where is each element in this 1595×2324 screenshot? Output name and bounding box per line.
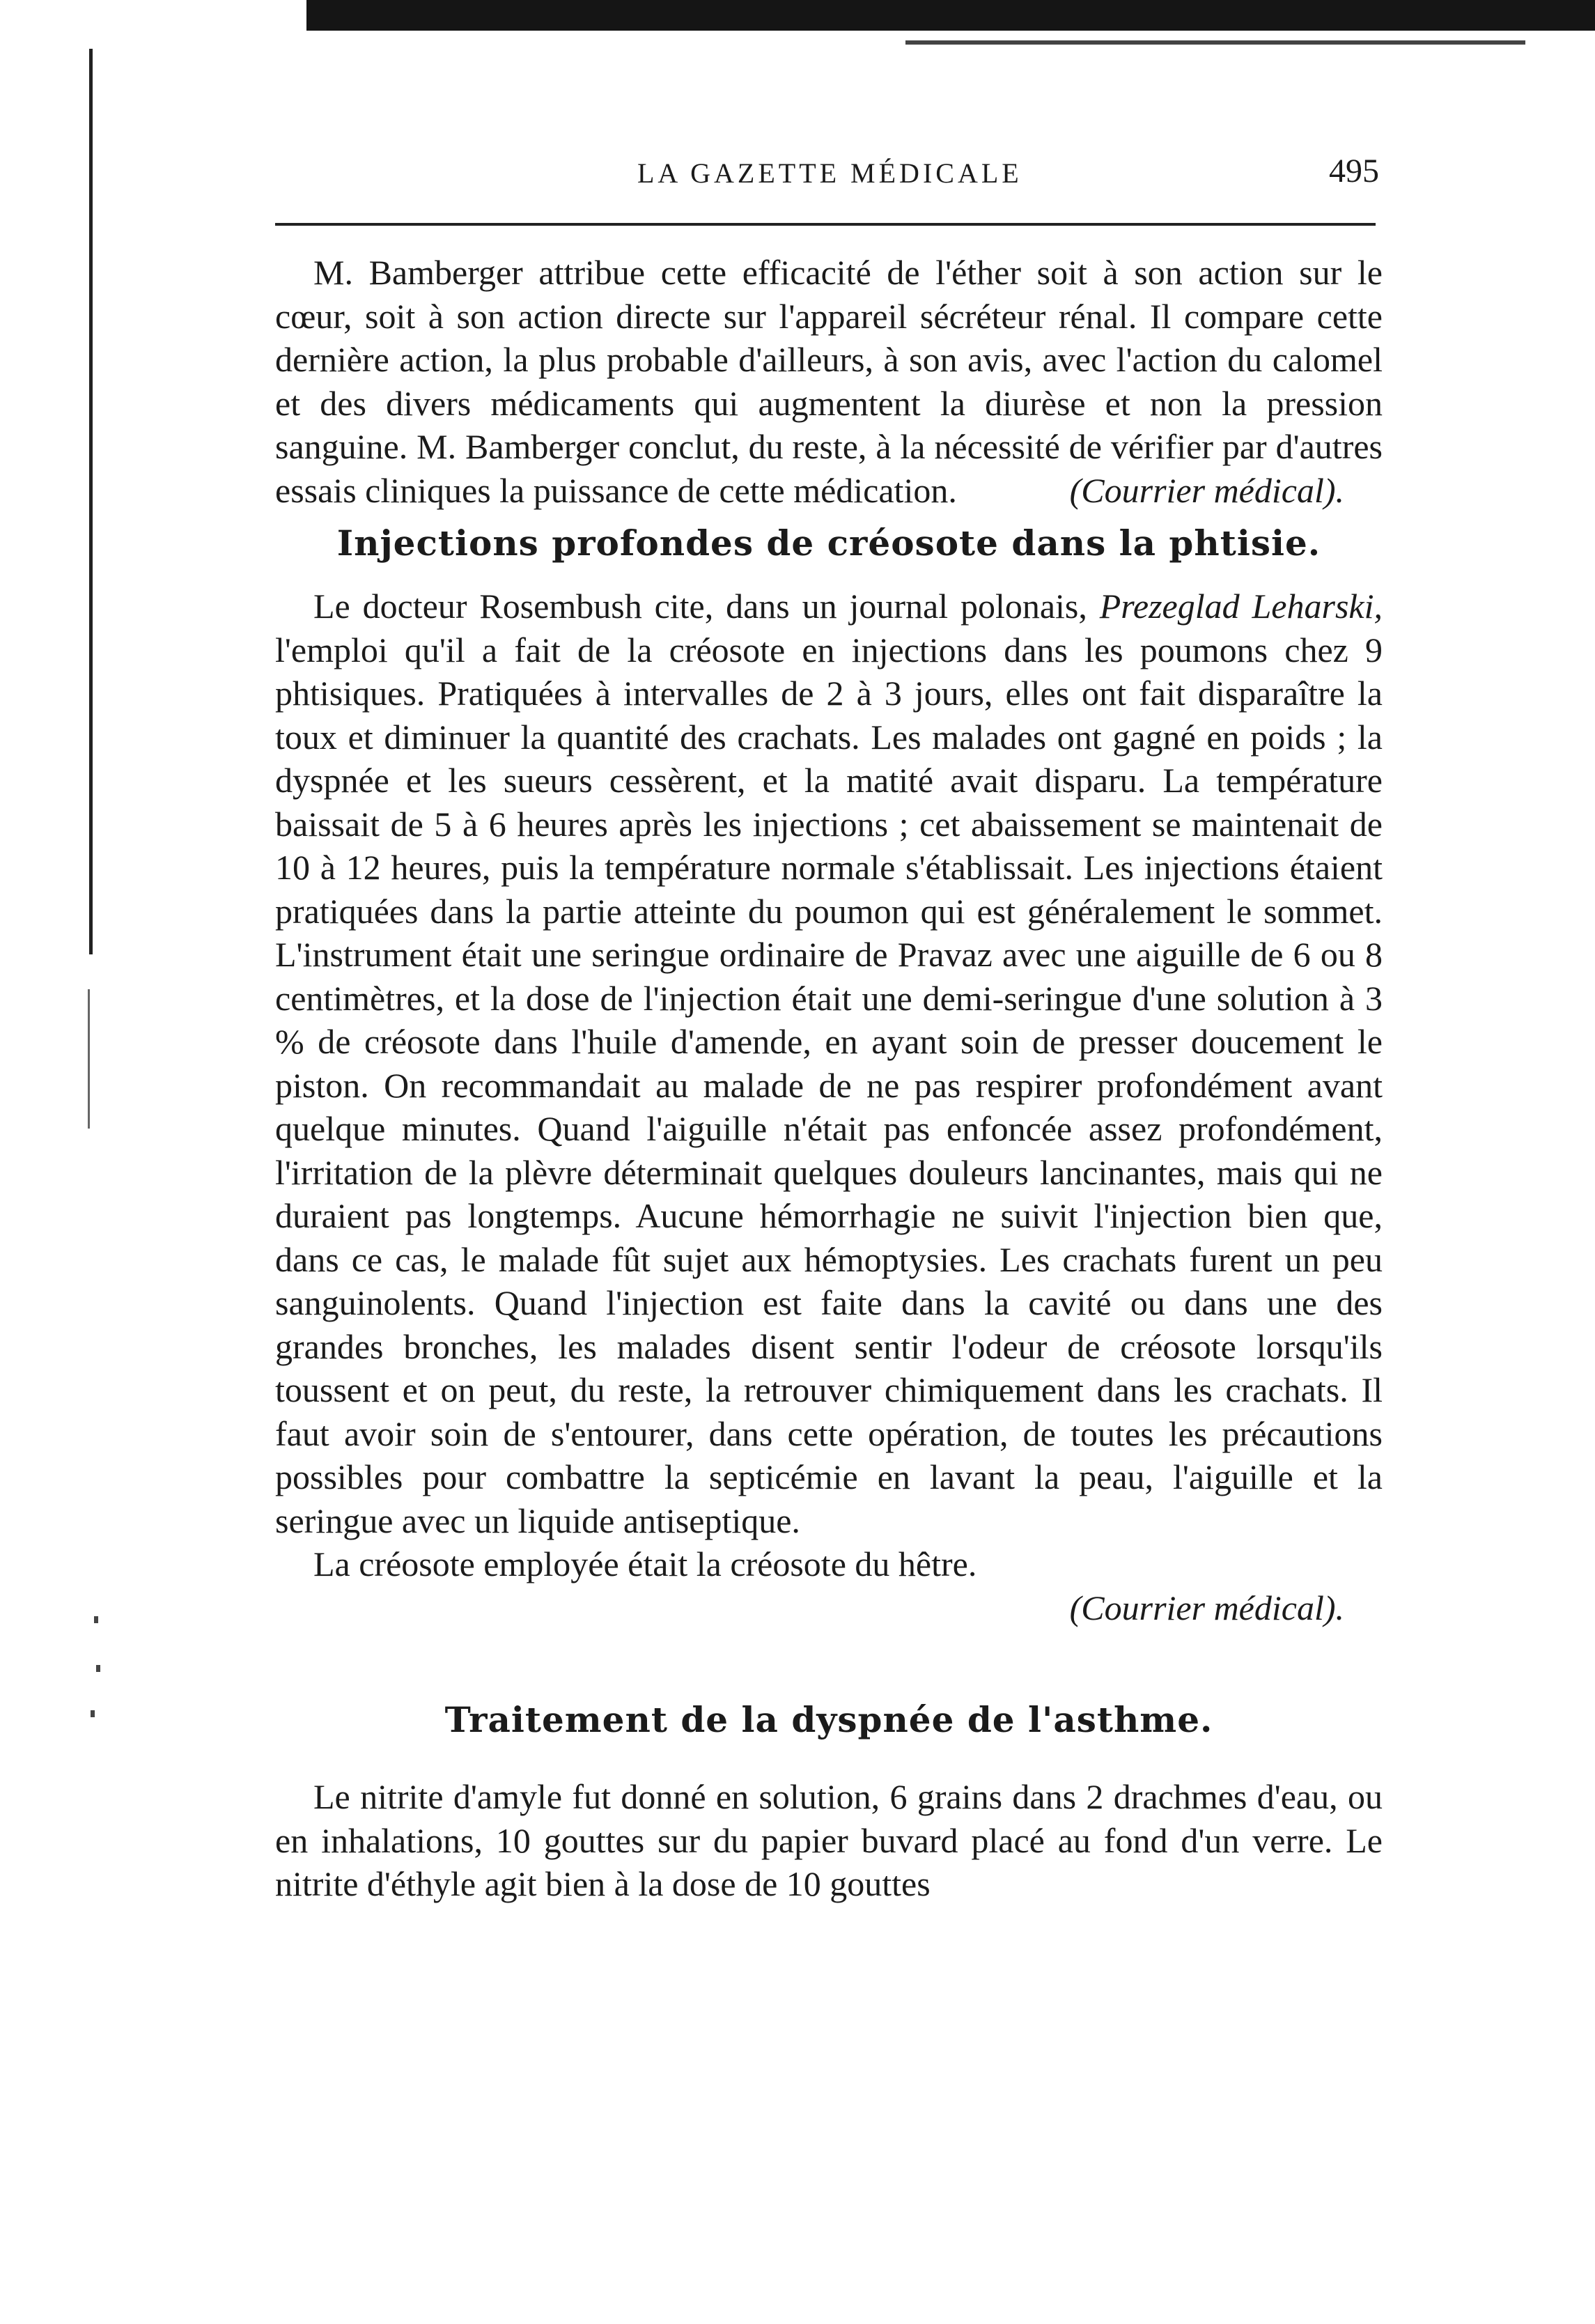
intro-paragraph [275, 251, 1383, 512]
scan-speck [91, 1710, 95, 1717]
journal-name: Prezeglad Leharski, [1099, 587, 1383, 626]
running-header [275, 139, 1400, 216]
creosote-source: (Courrier médical). [1069, 1588, 1344, 1627]
creosote-text-rest: l'emploi qu'il a fait de la créosote en injections dans les poumons chez 9 phtisiques. Pratiquées à intervalles de 2 à 3 jours, elles ont fait disparaître la toux et diminuer la quantité des crachats. Les malades ont gagné en poids ; la dyspnée et les sueurs cessèrent, et la matité avait disparu. La température baissait de 5 à 6 heures après les injections ; cet abaissement se maintenait de 10 à 12 heures, puis la température normale s'établissait. Les injections étaient pratiquées dans la partie atteinte du poumon qui est généralement le sommet. L'instrument était une seringue ordinaire de Pravaz avec une aiguille de 6 ou 8 centimètres, et la dose de l'injection était une demi-seringue d'une solution à 3 % de créosote dans l'huile d'amende, en ayant soin de presser doucement le piston. On recommandait au malade de ne pas respirer profondément avant quelque minutes. Quand l'aiguille n'était pas enfoncée assez profondément, l'irritation de la plèvre déterminait quelques douleurs lancinantes, mais qui ne duraient pas longtemps. Aucune hémorrhagie ne suivit l'injection bien que, dans ce cas, le malade fût sujet aux hémoptysies. Les crachats furent un peu sanguinolents. Quand l'injection est faite dans la cavité ou dans une des grandes bronches, les malades disent sentir l'odeur de créosote lorsqu'ils toussent et on peut, du reste, la retrouver chimiquement dans les crachats. Il faut avoir soin de s'entourer, dans cette opération, de toutes les précautions possibles pour combattre la septicémie en lavant la peau, l'aiguille et la seringue avec un liquide antiseptique. [275, 630, 1383, 1540]
scan-left-edge-lower [88, 989, 90, 1129]
journal-title: LA GAZETTE MÉDICALE [637, 157, 1022, 189]
page-number: 495 [1329, 153, 1379, 189]
scan-speck [96, 1665, 100, 1672]
intro-text: M. Bamberger attribue cette efficacité de l'éther soit à son action sur le cœur, soit à son action directe sur l'appareil sécréteur rénal. Il compare cette dernière action, la plus probable d'ailleurs, à son avis, avec l'action du calomel et des divers médicaments qui augmentent la diurèse et non la pression sanguine. M. Bamberger conclut, du reste, à la nécessité de vérifier par d'autres essais cliniques la puissance de cette médication. [275, 253, 1383, 510]
section-heading-creosote: Injections profondes de créosote dans la phtisie. [336, 522, 1321, 564]
page-content [275, 251, 1383, 1906]
asthma-paragraph: Le nitrite d'amyle fut donné en solution, 6 grains dans 2 drachmes d'eau, ou en inhalations, 10 gouttes sur du papier buvard placé au fond d'un verre. Le nitrite d'éthyle agit bien à la dose de 10 gouttes [275, 1777, 1383, 1903]
scan-left-edge [89, 49, 93, 954]
creosote-note: La créosote employée était la créosote du hêtre. [313, 1544, 977, 1583]
intro-source: (Courrier médical). [1069, 470, 1344, 510]
creosote-paragraph [275, 584, 1383, 1542]
header-rule [275, 223, 1376, 226]
section-heading-asthma: Traitement de la dyspnée de l'asthme. [444, 1699, 1213, 1740]
scan-speck [94, 1616, 98, 1623]
scan-top-bar [306, 0, 1595, 31]
scan-top-line [905, 40, 1525, 45]
creosote-text-start: Le docteur Rosembush cite, dans un journal polonais, [313, 587, 1087, 626]
